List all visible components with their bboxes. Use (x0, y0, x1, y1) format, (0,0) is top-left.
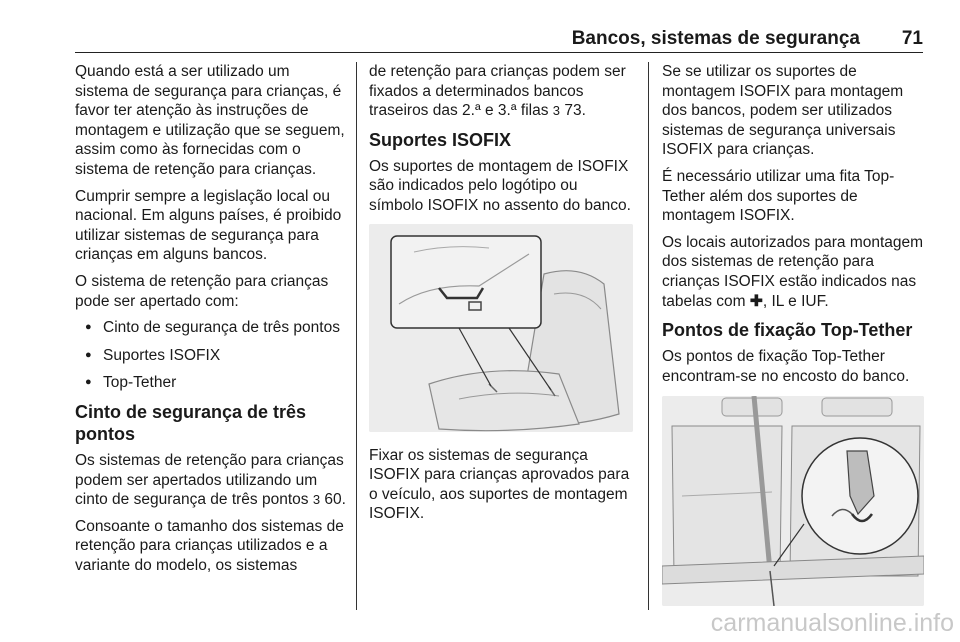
header-title: Bancos, sistemas de segurança (571, 28, 860, 49)
column-3 (662, 62, 924, 620)
column-divider (356, 62, 357, 610)
paragraph: Quando está a ser utilizado um sistema de segurança para crianças, é favor ter atenção às instruções de montagem e utilização que se seguem, assim como às fornecidas com o sistema de retenção para crianças. (75, 63, 345, 178)
watermark: carmanualsonline.info (710, 609, 954, 637)
column-1 (75, 62, 347, 582)
paragraph: Consoante o tamanho dos sistemas de retenção para crianças utilizados e a variante do modelo, os sistemas (75, 517, 344, 574)
column-divider (648, 62, 649, 610)
page-reference-link[interactable]: 60. (324, 491, 346, 509)
paragraph: Se se utilizar os suportes de montagem ISOFIX para montagem dos bancos, podem ser utilizados sistemas de segurança universais ISOFIX para crianças. (662, 63, 904, 159)
header-rule (75, 52, 923, 53)
paragraph: Os locais autorizados para montagem dos sistemas de retenção para crianças ISOFIX estão indicados nas tabelas com ✚, IL e IUF. (662, 233, 924, 310)
section-heading: Pontos de fixação Top-Tether (662, 320, 913, 341)
paragraph: Os suportes de montagem de ISOFIX são indicados pelo logótipo ou símbolo ISOFIX no assento do banco. (369, 157, 631, 214)
page-reference-icon: 3 (552, 103, 561, 119)
paragraph: de retenção para crianças podem ser fixados a determinados bancos traseiros das 2.ª e 3.ª filas 3 73. (369, 63, 626, 120)
isofix-seat-illustration (369, 224, 633, 432)
paragraph: O sistema de retenção para crianças pode ser apertado com: (75, 272, 329, 310)
bullet-list (75, 318, 347, 393)
list-item: ● Cinto de segurança de três pontos (75, 318, 347, 338)
section-heading: Suportes ISOFIX (369, 129, 512, 150)
paragraph: Fixar os sistemas de segurança ISOFIX para crianças aprovados para o veículo, aos suportes de montagem ISOFIX. (369, 446, 630, 523)
cross-icon: ✚ (749, 292, 763, 310)
top-tether-illustration (662, 396, 924, 606)
paragraph: Cumprir sempre a legislação local ou nacional. Em alguns países, é proibido utilizar sistemas de segurança para crianças em alguns bancos. (75, 187, 342, 264)
list-item: ● Suportes ISOFIX (75, 346, 347, 366)
list-item: ● Top-Tether (75, 373, 347, 393)
page-reference-link[interactable]: 73. (564, 102, 586, 120)
section-heading: Cinto de segurança de três pontos (75, 401, 307, 444)
page-header (0, 0, 960, 52)
paragraph: É necessário utilizar uma fita Top-Tether além dos suportes de montagem ISOFIX. (662, 167, 895, 225)
page-number: 71 (901, 28, 923, 49)
page-reference-icon: 3 (312, 492, 321, 508)
paragraph: Os sistemas de retenção para crianças podem ser apertados utilizando um cinto de segurança de três pontos 3 60. (75, 451, 346, 509)
column-2 (369, 62, 633, 531)
paragraph: Os pontos de fixação Top-Tether encontram-se no encosto do banco. (662, 348, 910, 385)
